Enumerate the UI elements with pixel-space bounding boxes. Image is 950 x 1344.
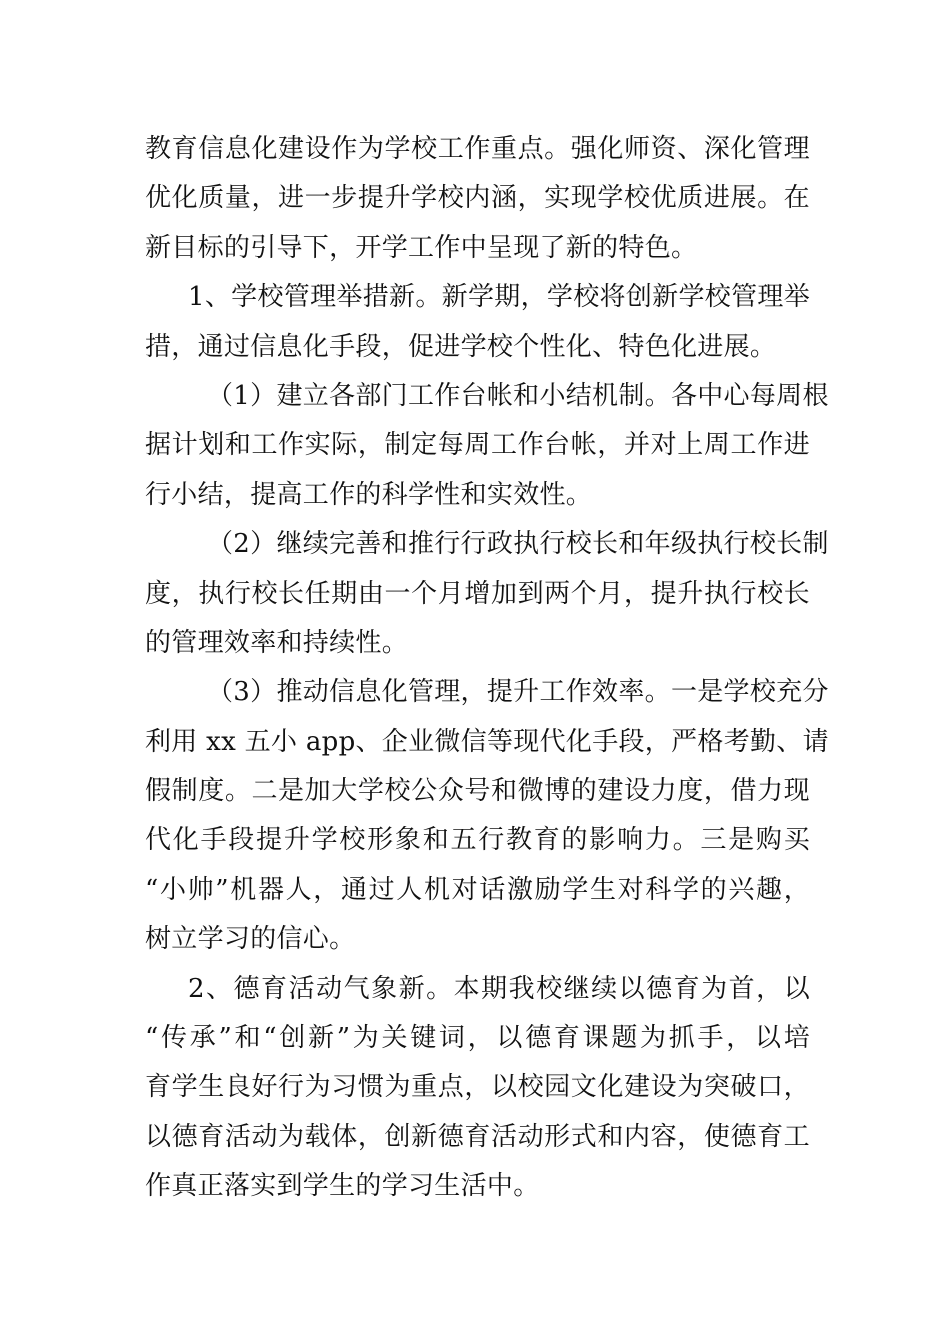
text-line: 以德育活动为载体，创新德育活动形式和内容，使德育工 bbox=[145, 1121, 810, 1152]
paragraph bbox=[145, 965, 810, 1212]
text-line: 代化手段提升学校形象和五行教育的影响力。三是购买 bbox=[145, 825, 810, 856]
text-line: 1、学校管理举措新。新学期，学校将创新学校管理举 bbox=[188, 282, 810, 313]
text-line: 教育信息化建设作为学校工作重点。强化师资、深化管理 bbox=[145, 134, 810, 164]
paragraph bbox=[145, 520, 829, 668]
text-line: 措，通过信息化手段，促进学校个性化、特色化进展。 bbox=[145, 331, 777, 362]
text-line: 假制度。二是加大学校公众号和微博的建设力度，借力现 bbox=[145, 776, 810, 807]
text-line: 优化质量，进一步提升学校内涵，实现学校优质进展。在 bbox=[145, 183, 810, 214]
document-body bbox=[145, 125, 829, 1212]
paragraph bbox=[145, 273, 810, 372]
paragraph bbox=[145, 668, 829, 964]
text-line: （2）继续完善和推行行政执行校长和年级执行校长制 bbox=[207, 529, 829, 560]
text-line: “小帅”机器人，通过人机对话激励学生对科学的兴趣， bbox=[145, 874, 810, 905]
text-line: 树立学习的信心。 bbox=[145, 924, 356, 955]
text-line: （1）建立各部门工作台帐和小结机制。各中心每周根 bbox=[207, 380, 829, 411]
text-line: 育学生良好行为习惯为重点，以校园文化建设为突破口， bbox=[145, 1072, 810, 1103]
paragraph bbox=[145, 372, 829, 520]
text-line: 行小结，提高工作的科学性和实效性。 bbox=[145, 479, 593, 510]
text-line: 利用 xx 五小 app、企业微信等现代化手段，严格考勤、请 bbox=[145, 726, 829, 757]
paragraph bbox=[145, 125, 810, 273]
text-line: “传承”和“创新”为关键词，以德育课题为抓手，以培 bbox=[145, 1023, 810, 1054]
text-line: 据计划和工作实际，制定每周工作台帐，并对上周工作进 bbox=[145, 430, 810, 461]
text-line: （3）推动信息化管理，提升工作效率。一是学校充分 bbox=[207, 677, 829, 708]
text-line: 度，执行校长任期由一个月增加到两个月，提升执行校长 bbox=[145, 578, 810, 609]
text-line: 的管理效率和持续性。 bbox=[145, 627, 409, 658]
text-line: 新目标的引导下，开学工作中呈现了新的特色。 bbox=[145, 232, 698, 263]
text-line: 作真正落实到学生的学习生活中。 bbox=[145, 1171, 540, 1202]
text-line: 2、德育活动气象新。本期我校继续以德育为首，以 bbox=[188, 973, 810, 1004]
